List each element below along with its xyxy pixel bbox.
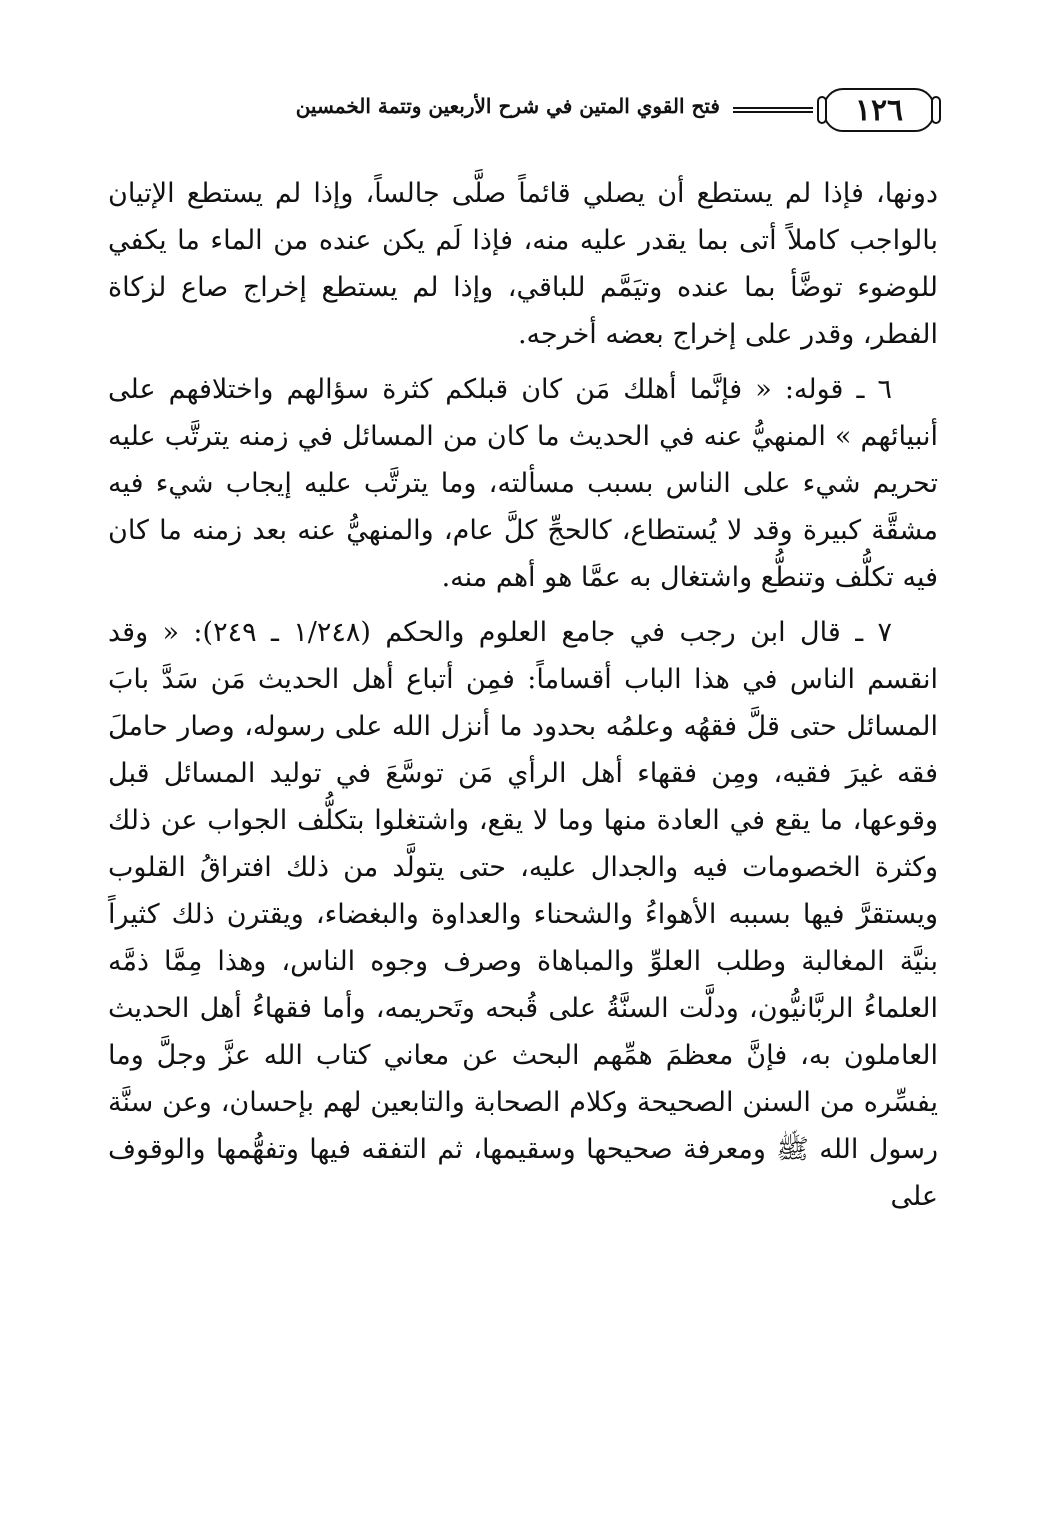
running-title: فتح القوي المتين في شرح الأربعين وتتمة الخمسين bbox=[295, 94, 720, 118]
page-number: ١٢٦ bbox=[854, 92, 904, 128]
page-number-frame bbox=[823, 88, 935, 132]
paragraph-3: ٧ ـ قال ابن رجب في جامع العلوم والحكم (١/٢٤٨ ـ ٢٤٩): « وقد انقسم الناس في هذا الباب أقساماً: فمِن أتباع أهل الحديث مَن سَدَّ بابَ المسائل حتى قلَّ فقهُه وعلمُه بحدود ما أنزل الله على رسوله، وصار حاملَ فقه غيرَ فقيه، ومِن فقهاء أهل الرأي مَن توسَّعَ في توليد المسائل قبل وقوعها، ما يقع في العادة منها وما لا يقع، واشتغلوا بتكلُّف الجواب عن ذلك وكثرة الخصومات فيه والجدال عليه، حتى يتولَّد من ذلك افتراقُ القلوب ويستقرَّ فيها بسببه الأهواءُ والشحناء والعداوة والبغضاء، ويقترن ذلك كثيراً بنيَّة المغالبة وطلب العلوِّ والمباهاة وصرف وجوه الناس، وهذا مِمَّا ذمَّه العلماءُ الربَّانيُّون، ودلَّت السنَّةُ على قُبحه وتَحريمه، وأما فقهاءُ أهل الحديث العاملون به، فإنَّ معظمَ همِّهم البحث عن معاني كتاب الله عزَّ وجلَّ وما يفسِّره من السنن الصحيحة وكلام الصحابة والتابعين لهم بإحسان، وعن سنَّة رسول الله ﷺ ومعرفة صحيحها وسقيمها، ثم التفقه فيها وتفهُّمها والوقوف على bbox=[108, 617, 938, 1212]
body-text bbox=[108, 170, 938, 1228]
paragraph-1: دونها، فإذا لم يستطع أن يصلي قائماً صلَّى جالساً، وإذا لم يستطع الإتيان بالواجب كاملاً أتى بما يقدر عليه منه، فإذا لَم يكن عنده من الماء ما يكفي للوضوء توضَّأ بما عنده وتيَمَّم للباقي، وإذا لم يستطع إخراج صاع لزكاة الفطر، وقدر على إخراج بعضه أخرجه. bbox=[108, 178, 938, 350]
header-rule bbox=[733, 107, 813, 113]
page-header bbox=[100, 88, 935, 134]
paragraph-2: ٦ ـ قوله: « فإنَّما أهلك مَن كان قبلكم كثرة سؤالهم واختلافهم على أنبيائهم » المنهيُّ عنه في الحديث ما كان من المسائل في زمنه يترتَّب عليه تحريم شيء على الناس بسبب مسألته، وما يترتَّب عليه إيجاب شيء فيه مشقَّة كبيرة وقد لا يُستطاع، كالحجِّ كلَّ عام، والمنهيُّ عنه بعد زمنه ما كان فيه تكلُّف وتنطُّع واشتغال به عمَّا هو أهم منه. bbox=[108, 374, 938, 593]
